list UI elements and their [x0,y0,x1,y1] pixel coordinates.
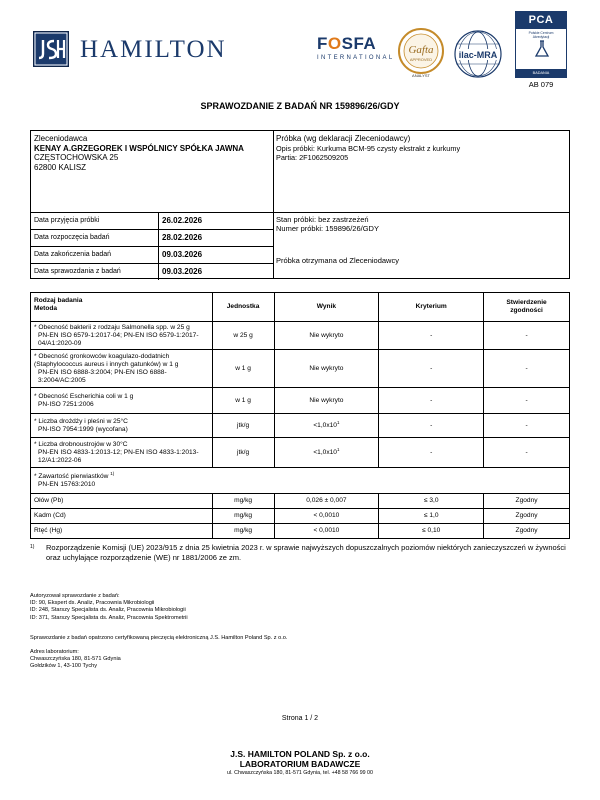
test-cell: * Obecność Escherichia coli w 1 g PN-ISO 7251:2006 [31,388,213,414]
hamilton-monogram-logo [33,31,69,67]
table-row [31,438,570,468]
client-label: Zleceniodawca [34,134,88,143]
test-cell: * Obecność gronkowców koagulazo-dodatnich (Staphylococcus aureus i innych gatunków) w 1 g PN-EN ISO 6888-3:2004; PN-EN ISO 6888-3:2004/AC:2005 [31,350,213,388]
test-cell: * Obecność bakterii z rodzaju Salmonella spp. w 25 g PN-EN ISO 6579-1:2017-04; PN-EN ISO 6579-1:2017-04/A1:2020-09 [31,322,213,350]
client-block [34,134,244,172]
unit-cell: mg/kg [212,509,274,524]
compliance-cell: Zgodny [484,494,570,509]
report-title: SPRAWOZDANIE Z BADAŃ NR 159896/26/GDY [200,101,400,111]
result-cell: Nie wykryto [274,322,379,350]
dates-block [31,212,273,280]
sample-label: Próbka (wg deklaracji Zleceniodawcy) [276,134,411,143]
lab-address-block [30,649,121,671]
criterion-cell: ≤ 1,0 [379,509,484,524]
test-cell: Ołów (Pb) [31,494,213,509]
criterion-cell: ≤ 0,10 [379,524,484,539]
table-group-row [31,468,570,494]
authorization-line: ID: 371, Starszy Specjalista ds. Analiz, Pracownia Spektrometrii [30,614,188,621]
footnote-text: Rozporządzenie Komisji (UE) 2023/915 z dnia 25 kwietnia 2023 r. w sprawie najwyższych dopuszczalnych poziomów niektórych zanieczyszczeń w żywności oraz uchylające rozporządzenie (WE) nr 1881/2006 ze zm. [46,543,566,562]
sample-state-block [276,215,379,233]
test-cell: * Liczba drobnoustrojów w 30°C PN-EN ISO 4833-1:2013-12; PN-EN ISO 4833-1:2013-12/A1:2022-06 [31,438,213,468]
unit-cell: mg/kg [212,524,274,539]
svg-text:Gafta: Gafta [408,44,434,56]
sample-batch: Partia: 2F1062509205 [276,153,349,162]
compliance-cell: - [484,438,570,468]
header-unit: Jednostka [212,293,274,322]
result-cell: < 0,0010 [274,509,379,524]
company-logo-text: HAMILTON [80,36,227,63]
results-table [30,292,570,539]
criterion-cell: - [379,350,484,388]
svg-text:APPROVED: APPROVED [409,57,433,62]
accreditation-number: AB 079 [528,80,554,89]
pca-title: PCA [516,12,566,29]
compliance-cell: Zgodny [484,509,570,524]
date-row [31,263,273,280]
date-value: 28.02.2026 [162,233,203,242]
page-number: Strona 1 / 2 [281,715,319,722]
sample-block [276,134,460,163]
fosfa-logo: FOSFA INTERNATIONAL [317,34,395,61]
authorization-block [30,593,188,622]
compliance-cell: Zgodny [484,524,570,539]
authorization-line: ID: 248, Starszy Specjalista ds. Analiz, Pracownia Mikrobiologii [30,607,186,614]
unit-cell: w 25 g [212,322,274,350]
date-value: 09.03.2026 [162,250,203,259]
footnote-marker: 1) [30,544,35,550]
table-row [31,494,570,509]
pca-badge: BADANIA [516,69,566,77]
flask-icon [534,40,550,58]
svg-text:ilac-MRA: ilac-MRA [458,50,498,60]
sample-description: Opis próbki: Kurkuma BCM-95 czysty ekstrakt z kurkumy [276,143,461,153]
table-row [31,322,570,350]
result-cell: Nie wykryto [274,388,379,414]
criterion-cell: - [379,322,484,350]
certification-note: Sprawozdanie z badań opatrzono certyfikowaną pieczęcią elektroniczną J.S. Hamilton Poland Sp. z o.o. [30,635,288,641]
lab-address-title: Adres laboratorium: [30,649,79,655]
sample-number: Numer próbki: 159896/26/GDY [276,224,379,233]
ilac-mra-logo [454,30,502,78]
compliance-cell: - [484,322,570,350]
unit-cell: jtk/g [212,438,274,468]
compliance-cell: - [484,350,570,388]
pca-accreditation-logo [515,11,567,78]
result-cell: < 0,0010 [274,524,379,539]
unit-cell: w 1 g [212,388,274,414]
client-city: 62800 KALISZ [34,162,87,172]
header-result: Wynik [274,293,379,322]
unit-cell: w 1 g [212,350,274,388]
date-label: Data przyjęcia próbki [34,217,100,224]
lab-address-line: Chwaszczyńska 180, 81-571 Gdynia [30,656,121,663]
compliance-cell: - [484,414,570,438]
footer-lab: LABORATORIUM BADAWCZE [239,759,361,769]
group-cell: * Zawartość pierwiastków $^{1)}$ PN-EN 15763:2010 [31,468,570,494]
test-cell: Kadm (Cd) [31,509,213,524]
sample-origin: Próbka otrzymana od Zleceniodawcy [276,256,399,265]
footer-address: ul. Chwaszczyńska 180, 81-571 Gdynia, tel. +48 58 766 99 00 [227,770,373,776]
criterion-cell: - [379,438,484,468]
compliance-cell: - [484,388,570,414]
criterion-cell: - [379,388,484,414]
report-info-box [30,130,570,279]
date-row [31,246,273,263]
header-criterion: Kryterium [379,293,484,322]
test-cell: * Liczba drożdży i pleśni w 25°C PN-ISO 7954:1999 (wycofana) [31,414,213,438]
header-compliance: Stwierdzenie zgodności [484,293,570,322]
criterion-cell: - [379,414,484,438]
fosfa-subtitle: INTERNATIONAL [317,55,395,61]
authorization-title: Autoryzował sprawozdanie z badań: [30,593,120,599]
gafta-approved-logo [397,27,445,75]
unit-cell: mg/kg [212,494,274,509]
result-cell: $<1,0x10^1$ [274,438,379,468]
header-test: Rodzaj badania Metoda [31,293,213,322]
result-cell: Nie wykryto [274,350,379,388]
date-row [31,212,273,229]
client-street: CZĘSTOCHOWSKA 25 [34,153,119,162]
date-label: Data zakończenia badań [34,251,112,258]
client-name: KENAY A.GRZEGOREK I WSPÓLNICY SPÓŁKA JAWNA [34,143,244,153]
table-header-row [31,293,570,322]
result-cell: 0,026 ± 0,007 [274,494,379,509]
table-row [31,388,570,414]
pca-subtitle: Polskie Centrum Akredytacji [528,31,554,39]
table-row [31,509,570,524]
unit-cell: jtk/g [212,414,274,438]
table-row [31,524,570,539]
table-row [31,350,570,388]
table-row [31,414,570,438]
footer-company: J.S. HAMILTON POLAND Sp. z o.o. [230,749,370,759]
authorization-line: ID: 90, Ekspert ds. Analiz, Pracownia Mikrobiologii [30,600,155,607]
gafta-caption: ANALYST [412,73,430,78]
result-cell: $<1,0x10^1$ [274,414,379,438]
sample-state: Stan próbki: bez zastrzeżeń [276,215,369,224]
date-label: Data rozpoczęcia badań [34,234,110,241]
date-label: Data sprawozdania z badań [34,268,121,275]
date-row [31,229,273,246]
date-value: 26.02.2026 [162,216,203,225]
date-value: 09.03.2026 [162,267,203,276]
criterion-cell: ≤ 3,0 [379,494,484,509]
test-cell: Rtęć (Hg) [31,524,213,539]
lab-address-line: Gołdzików 1, 43-100 Tychy [30,663,98,670]
